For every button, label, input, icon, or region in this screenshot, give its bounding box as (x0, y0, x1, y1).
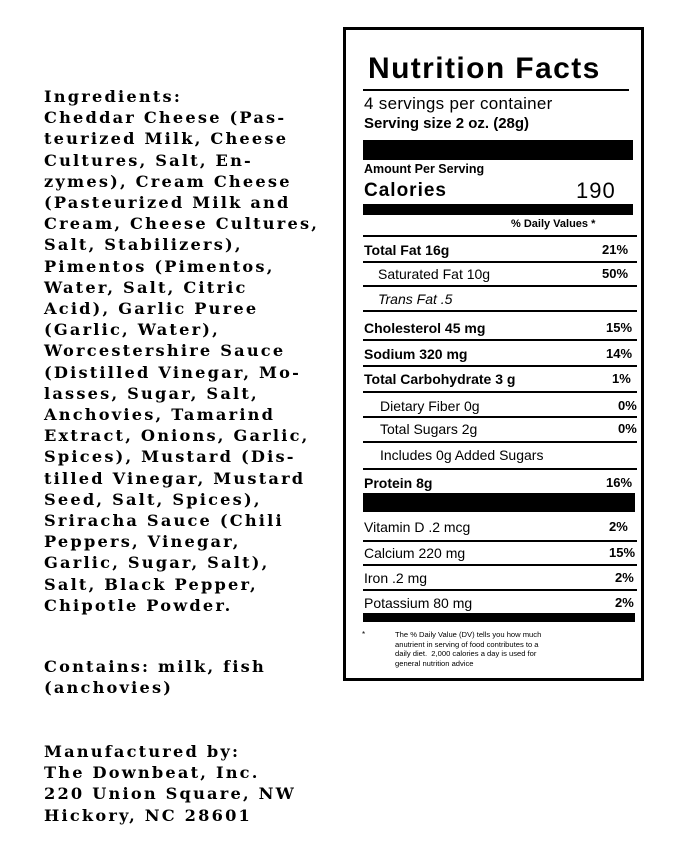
daily-values-header: % Daily Values * (511, 218, 596, 230)
rule (363, 285, 637, 287)
iron-dv: 2% (615, 570, 634, 585)
vitamin-d-label: Vitamin D .2 mcg (364, 519, 471, 535)
thick-bar-serving (363, 140, 633, 160)
rule (363, 441, 637, 443)
sodium-label: Sodium 320 mg (364, 346, 468, 362)
calcium-label: Calcium 220 mg (364, 545, 466, 561)
rule (363, 365, 637, 367)
added-sugars-label: Includes 0g Added Sugars (380, 447, 544, 463)
saturated-fat-dv: 50% (602, 266, 629, 281)
vitamin-d-dv: 2% (609, 519, 628, 534)
potassium-dv: 2% (615, 595, 634, 610)
sodium-dv: 14% (606, 346, 633, 361)
rule (363, 235, 637, 237)
saturated-fat-label: Saturated Fat 10g (378, 266, 491, 282)
total-sugars-dv: 0% (618, 421, 637, 436)
total-sugars-label: Total Sugars 2g (380, 421, 478, 437)
calories-value: 190 (576, 178, 616, 203)
footnote-asterisk: * (362, 630, 366, 639)
calcium-dv: 15% (609, 545, 636, 560)
ingredients-list: Ingredients: Cheddar Cheese (Pas- teurized Milk, Cheese Cultures, Salt, En- zymes), Cream Cheese (Pasteurized Milk and Cream, Cheese Cultures, Salt, Stabilizers), Pimentos (Pimentos, Water, Salt, Citric Acid), Garlic Puree (Garlic, Water), Worcestershire Sauce (Distilled Vinegar, Mo- lasses, Sugar, Salt, Anchovies, Tamarind Extract, Onions, Garlic, Spices), Mustard (Dis- tilled Vinegar, Mustard Seed, Salt, Spices), Sriracha Sauce (Chili Peppers, Vinegar, Garlic, Sugar, Salt), Salt, Black Pepper, Chipotle Powder. (44, 87, 320, 615)
title-rule (363, 89, 629, 91)
daily-value-footnote: The % Daily Value (DV) tells you how much anutrient in serving of food contributes to a daily diet. 2,000 calories a day is used for general nutrition advice (395, 630, 542, 669)
rule (363, 468, 637, 470)
rule (363, 339, 637, 341)
potassium-label: Potassium 80 mg (364, 595, 473, 611)
total-fat-label: Total Fat 16g (364, 242, 450, 258)
rule (363, 564, 637, 566)
nutrition-facts-panel (343, 27, 644, 681)
total-fat-dv: 21% (602, 242, 629, 257)
servings-per-container: 4 servings per container (364, 94, 553, 113)
amount-per-serving-label: Amount Per Serving (364, 162, 485, 176)
total-carbohydrate-dv: 1% (612, 371, 631, 386)
serving-size: Serving size 2 oz. (28g) (364, 115, 530, 132)
cholesterol-label: Cholesterol 45 mg (364, 320, 486, 336)
dietary-fiber-label: Dietary Fiber 0g (380, 398, 480, 414)
manufacturer-info: Manufactured by: The Downbeat, Inc. 220 Union Square, NW Hickory, NC 28601 (44, 742, 297, 825)
dietary-fiber-dv: 0% (618, 398, 637, 413)
allergen-statement: Contains: milk, fish (anchovies) (44, 657, 266, 698)
protein-label: Protein 8g (364, 475, 433, 491)
calories-label: Calories (364, 180, 447, 201)
thick-bar-footer (363, 613, 635, 622)
cholesterol-dv: 15% (606, 320, 633, 335)
nutrition-title: Nutrition Facts (368, 52, 601, 85)
iron-label: Iron .2 mg (364, 570, 428, 586)
rule (363, 589, 637, 591)
protein-dv: 16% (606, 475, 633, 490)
rule (363, 416, 637, 418)
total-carbohydrate-label: Total Carbohydrate 3 g (364, 371, 516, 387)
thick-bar-protein (363, 493, 635, 512)
rule (363, 310, 637, 312)
rule (363, 391, 637, 393)
trans-fat-label: Trans Fat .5 (378, 291, 453, 307)
rule (363, 261, 637, 263)
rule (363, 540, 637, 542)
thick-bar-calories (363, 204, 633, 215)
